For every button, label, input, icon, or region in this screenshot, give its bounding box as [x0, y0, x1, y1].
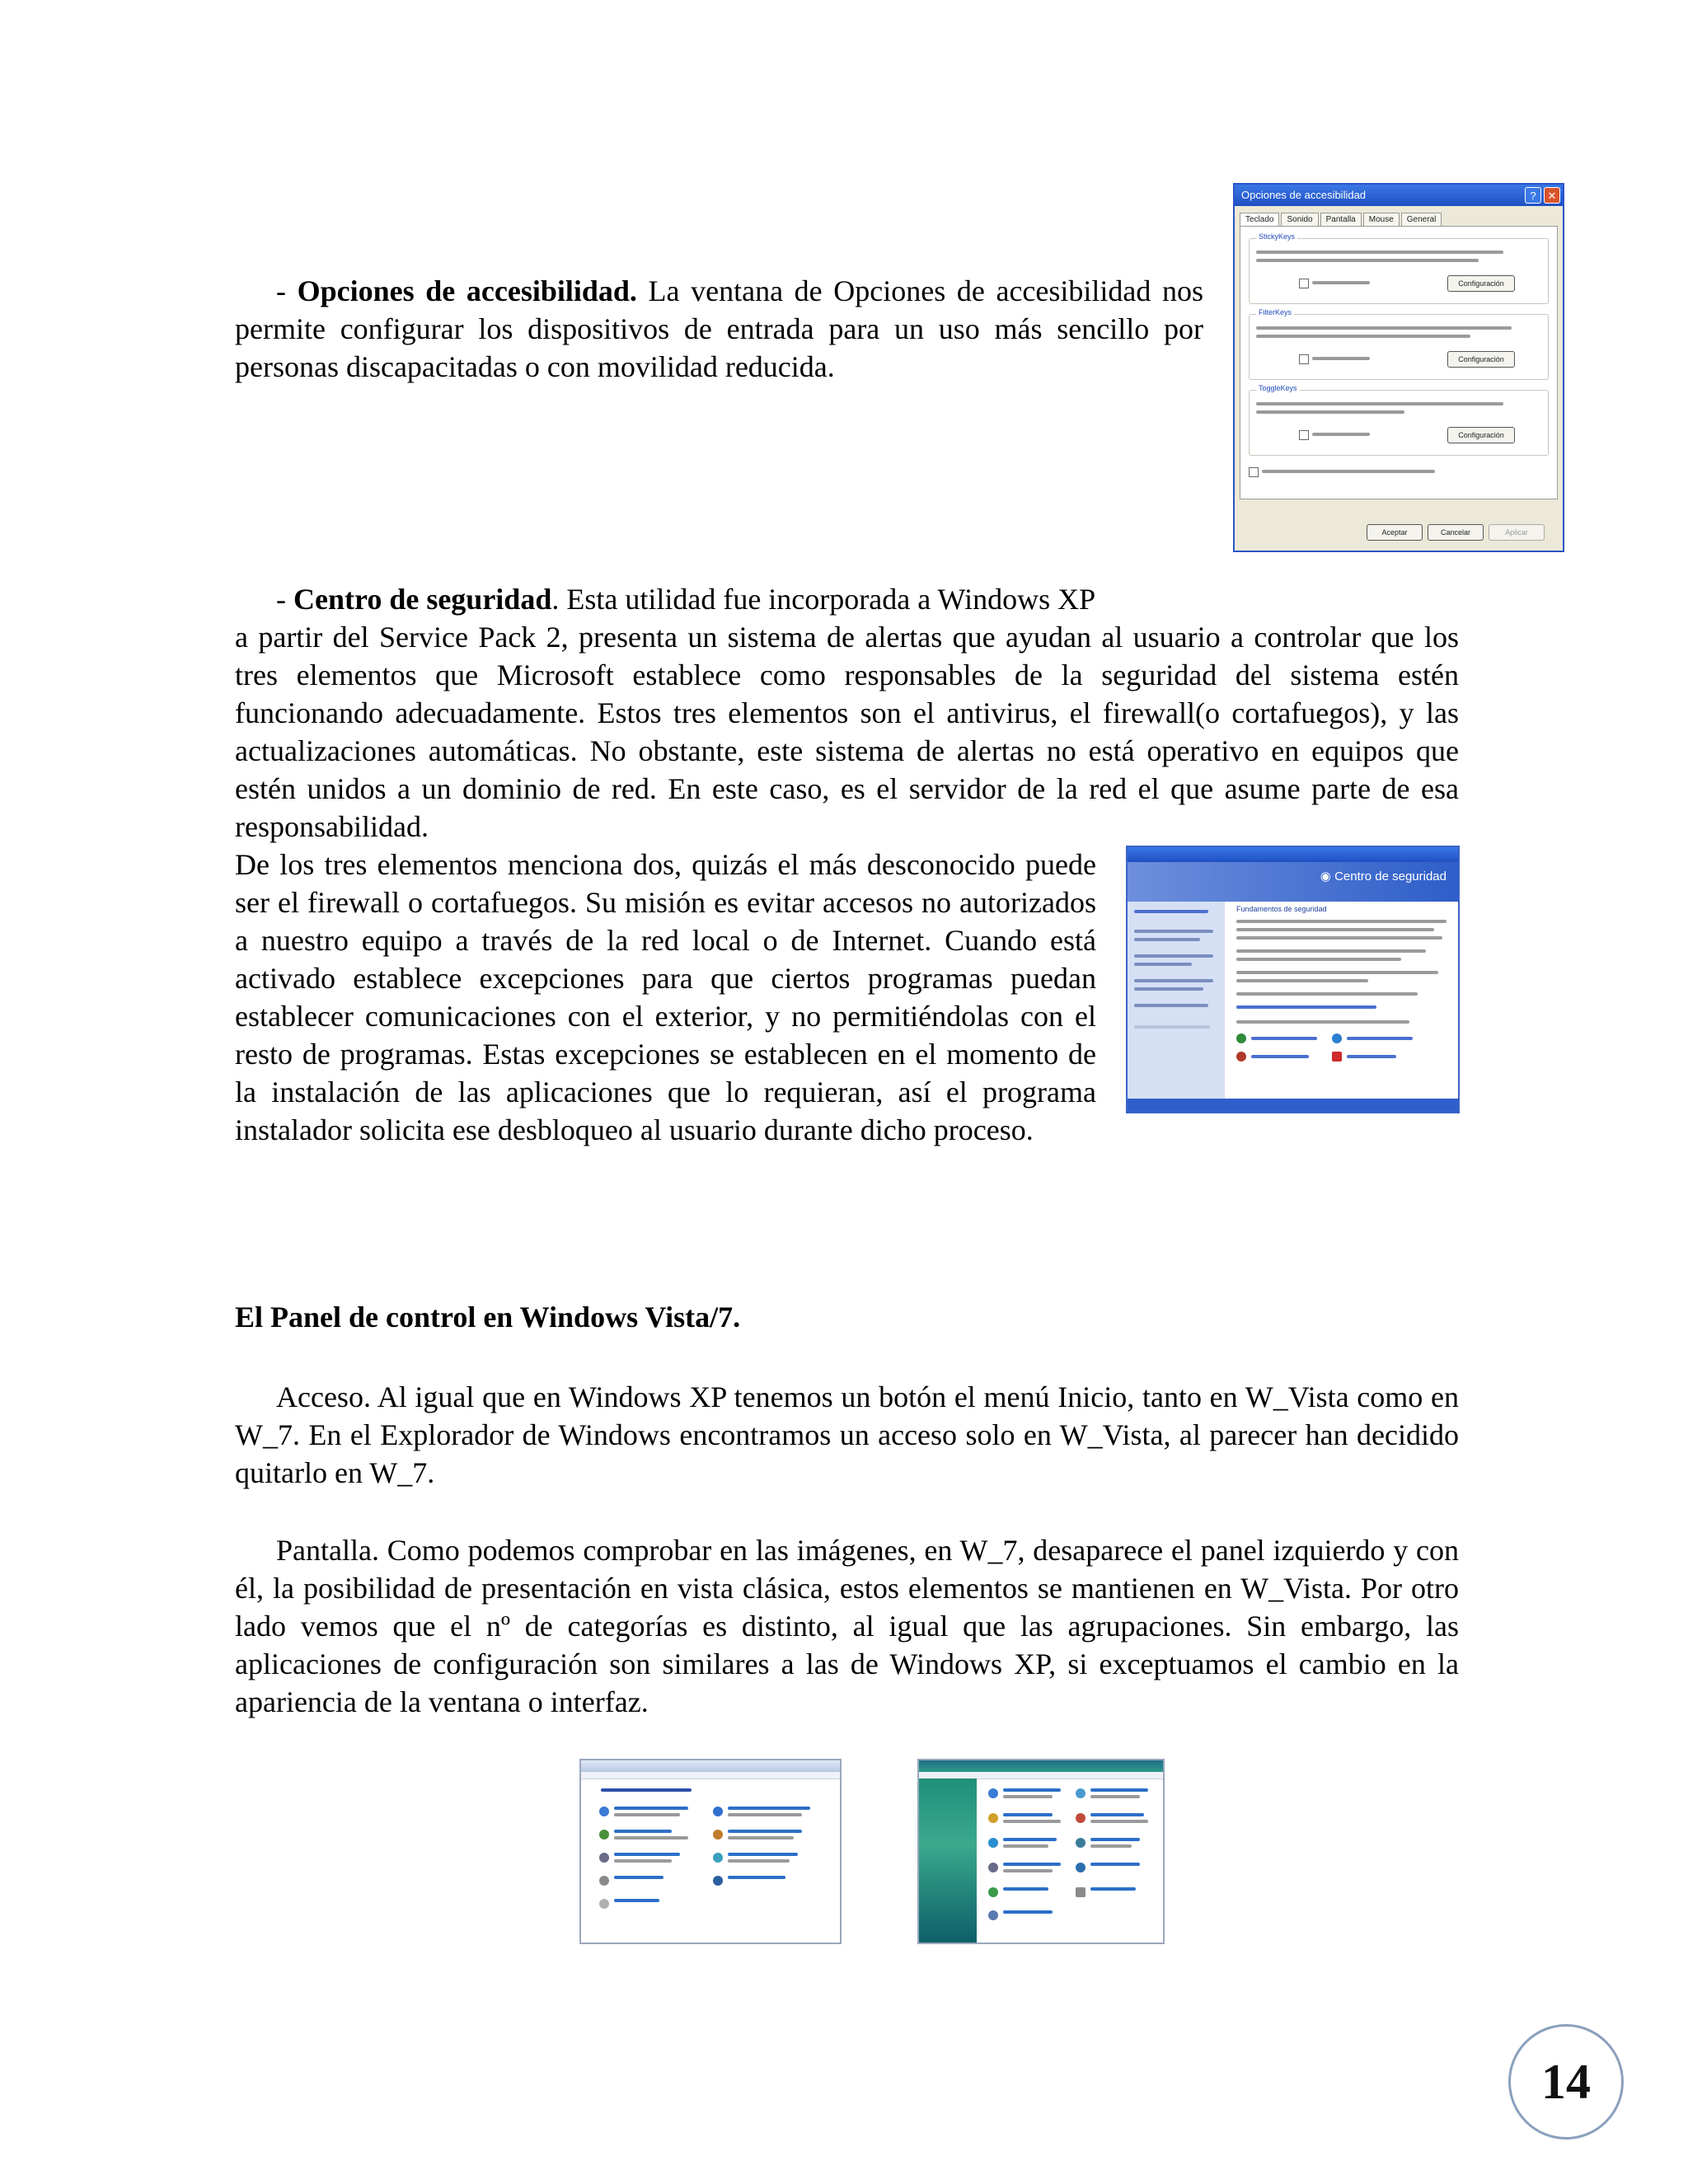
update-icon — [1236, 1033, 1246, 1043]
category-icon — [713, 1807, 723, 1816]
text-seguridad-first: . Esta utilidad fue incorporada a Windows XP — [551, 583, 1096, 616]
category-icon — [988, 1863, 998, 1872]
window-toolbar — [919, 1760, 1163, 1772]
help-icon: ? — [1525, 187, 1541, 204]
accesibilidad-screenshot — [1233, 183, 1564, 552]
status-bar — [1128, 1099, 1458, 1112]
category-icon — [1076, 1788, 1085, 1798]
category-icon — [1076, 1863, 1085, 1872]
dash: - — [276, 583, 293, 616]
tab-general: General — [1401, 213, 1442, 226]
category-icon — [713, 1830, 723, 1840]
text-seguridad-rest: a partir del Service Pack 2, presenta un sistema de alertas que ayudan al usuario a controlar que los tres elementos que Microsoft establece como responsables de la seguridad del sistema estén funcionando adecuadamente. Estos tres elementos son el antivirus, el firewall(o cortafuegos), y las actualizaciones automáticas. No obstante, este sistema de alertas no está operativo en equipos que estén unidos a un dominio de red. En este caso, es el servidor de la red el que asume parte de esa responsabilidad. — [235, 621, 1459, 843]
vista-sidebar — [919, 1779, 977, 1943]
checkbox — [1299, 430, 1309, 440]
security-header — [1128, 862, 1458, 902]
category-icon — [713, 1876, 723, 1886]
text-acceso: Acceso. Al igual que en Windows XP tenemos un botón el menú Inicio, tanto en W_Vista como en W_7. En el Explorador de Windows encontramos un acceso solo en W_Vista, al parecer han decidido quitarlo en W_7. — [235, 1380, 1459, 1489]
category-icon — [988, 1838, 998, 1848]
group-title: ToggleKeys — [1256, 384, 1300, 392]
firewall-icon — [1236, 1052, 1246, 1062]
category-icon — [988, 1910, 998, 1920]
window-toolbar — [581, 1760, 840, 1772]
apply-button: Aplicar — [1489, 524, 1545, 541]
vista-control-panel-screenshot — [917, 1759, 1165, 1944]
config-button: Configuración — [1447, 275, 1515, 292]
category-icon — [713, 1853, 723, 1863]
category-icon — [988, 1813, 998, 1823]
section-heading: El Panel de control en Windows Vista/7. — [235, 1301, 741, 1333]
text-accesibilidad: La ventana de Opciones de accesibilidad nos permite configurar los dispositivos de entrada para un uso más sencillo por personas discapacitadas o con movilidad reducida. — [235, 274, 1204, 383]
tab-teclado: Teclado — [1240, 213, 1279, 226]
paragraph-seguridad-first-line — [235, 580, 1224, 618]
category-icon — [988, 1887, 998, 1897]
accept-button: Aceptar — [1367, 524, 1423, 541]
security-sidebar — [1128, 902, 1225, 1099]
window-title-text: Opciones de accesibilidad — [1241, 189, 1367, 201]
category-icon — [599, 1807, 609, 1816]
config-button: Configuración — [1447, 351, 1515, 368]
group-stickykeys — [1249, 232, 1549, 304]
tab-sonido: Sonido — [1281, 213, 1318, 226]
win7-control-panel-screenshot — [579, 1759, 842, 1944]
page-number: 14 — [1508, 2024, 1624, 2139]
checkbox — [1249, 467, 1259, 477]
text-firewall: De los tres elementos menciona dos, quizás el más desconocido puede ser el firewall o cortafuegos. Su misión es evitar accesos no autorizados a nuestro equipo a través de la red local o de Internet. Cuando está activado establece excepciones para que ciertos programas puedan establecer comunicaciones con el exterior, y no permitiéndolas con el resto de programas. Estas excepciones se establecen en el momento de la instalación de las aplicaciones que lo requieran, así el programa instalador solicita ese desbloqueo al usuario durante dicho proceso. — [235, 848, 1096, 1146]
paragraph-accesibilidad — [235, 272, 1203, 386]
paragraph-firewall — [235, 846, 1096, 1149]
shield-icon: ◉ — [1320, 869, 1335, 883]
group-togglekeys — [1249, 384, 1549, 456]
tab-mouse: Mouse — [1363, 213, 1400, 226]
category-icon — [599, 1899, 609, 1909]
window-title-bar — [1128, 847, 1458, 862]
alerts-icon — [1332, 1052, 1342, 1062]
tab-panel — [1240, 226, 1558, 499]
category-icon — [1076, 1813, 1085, 1823]
tab-strip — [1235, 206, 1563, 226]
group-title: FilterKeys — [1256, 308, 1294, 316]
menu-bar — [581, 1772, 840, 1779]
category-icon — [599, 1876, 609, 1886]
term-accesibilidad: Opciones de accesibilidad. — [297, 274, 637, 307]
paragraph-acceso — [235, 1378, 1459, 1492]
window-title — [1235, 185, 1563, 206]
security-header-text: Centro de seguridad — [1334, 869, 1447, 883]
internet-icon — [1332, 1033, 1342, 1043]
close-icon: ✕ — [1544, 187, 1560, 204]
tab-pantalla: Pantalla — [1320, 213, 1362, 226]
category-icon — [1076, 1887, 1085, 1897]
cancel-button: Cancelar — [1428, 524, 1484, 541]
security-section-title: Fundamentos de seguridad — [1236, 905, 1327, 913]
paragraph-seguridad — [235, 618, 1459, 846]
term-seguridad: Centro de seguridad — [293, 583, 552, 616]
seguridad-screenshot — [1126, 846, 1460, 1113]
checkbox — [1299, 354, 1309, 364]
dash: - — [276, 274, 298, 307]
group-filterkeys — [1249, 308, 1549, 380]
category-icon — [1076, 1838, 1085, 1848]
checkbox — [1299, 279, 1309, 288]
text-pantalla: Pantalla. Como podemos comprobar en las imágenes, en W_7, desaparece el panel izquierdo y con él, la posibilidad de presentación en vista clásica, estos elementos se mantienen en W_Vista. Por otro lado vemos que el nº de categorías es distinto, al igual que las agrupaciones. Sin embargo, las aplicaciones de configuración son similares a las de Windows XP, si exceptuamos el cambio en la apariencia de la ventana o interfaz. — [235, 1534, 1459, 1718]
group-title: StickyKeys — [1256, 232, 1297, 241]
category-icon — [988, 1788, 998, 1798]
category-icon — [599, 1853, 609, 1863]
config-button: Configuración — [1447, 427, 1515, 443]
category-icon — [599, 1830, 609, 1840]
paragraph-pantalla — [235, 1531, 1459, 1721]
